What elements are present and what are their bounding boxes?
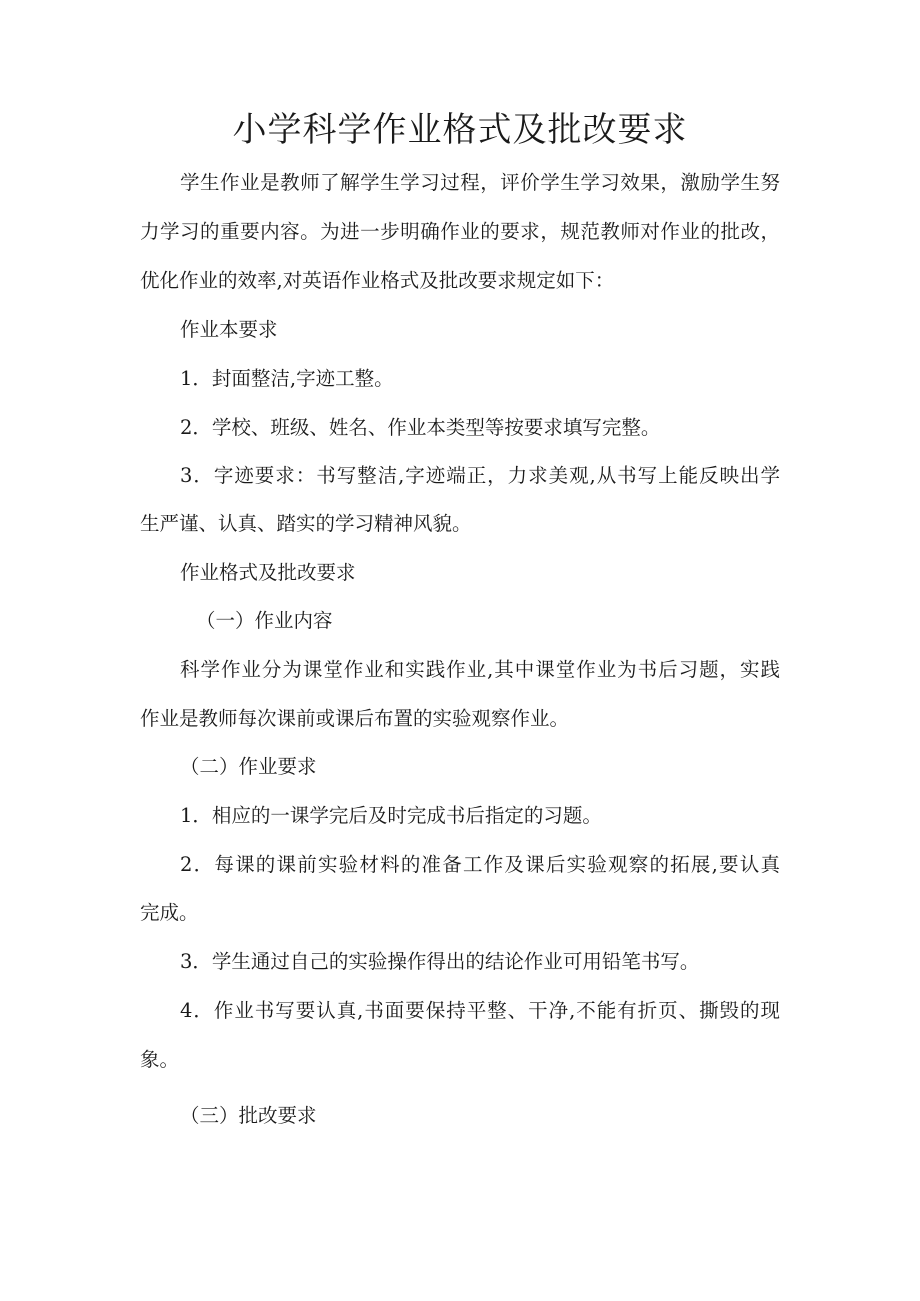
intro-line-2: 力学习的重要内容。为进一步明确作业的要求，规范教师对作业的批改，	[140, 220, 780, 243]
requirements-subheading: （二）作业要求	[180, 755, 317, 778]
requirements-item-2-line-2: 完成。	[140, 901, 199, 924]
notebook-item-1: 1．封面整洁,字迹工整。	[180, 367, 394, 390]
requirements-item-3: 3．学生通过自己的实验操作得出的结论作业可用铅笔书写。	[180, 950, 700, 973]
content-line-2: 作业是教师每次课前或课后布置的实验观察作业。	[140, 707, 570, 730]
notebook-item-2: 2．学校、班级、姓名、作业本类型等按要求填写完整。	[180, 416, 661, 439]
notebook-item-3-line-2: 生严谨、认真、踏实的学习精神风貌。	[140, 512, 472, 535]
grading-subheading: （三）批改要求	[180, 1104, 317, 1127]
intro-line-1: 学生作业是教师了解学生学习过程，评价学生学习效果，激励学生努	[180, 171, 780, 194]
requirements-item-1: 1．相应的一课学完后及时完成书后指定的习题。	[180, 804, 602, 827]
notebook-heading: 作业本要求	[180, 318, 278, 341]
content-subheading: （一）作业内容	[196, 609, 333, 632]
notebook-item-3-line-1: 3．字迹要求：书写整洁,字迹端正，力求美观,从书写上能反映出学	[180, 464, 780, 487]
requirements-item-4-line-1: 4．作业书写要认真,书面要保持平整、干净,不能有折页、撕毁的现	[180, 999, 780, 1022]
requirements-item-2-line-1: 2．每课的课前实验材料的准备工作及课后实验观察的拓展,要认真	[180, 853, 780, 876]
content-line-1: 科学作业分为课堂作业和实践作业,其中课堂作业为书后习题，实践	[180, 658, 780, 681]
requirements-item-4-line-2: 象。	[140, 1048, 180, 1071]
intro-line-3: 优化作业的效率,对英语作业格式及批改要求规定如下：	[140, 269, 615, 292]
format-heading: 作业格式及批改要求	[180, 561, 356, 584]
document-title: 小学科学作业格式及批改要求	[232, 110, 688, 150]
